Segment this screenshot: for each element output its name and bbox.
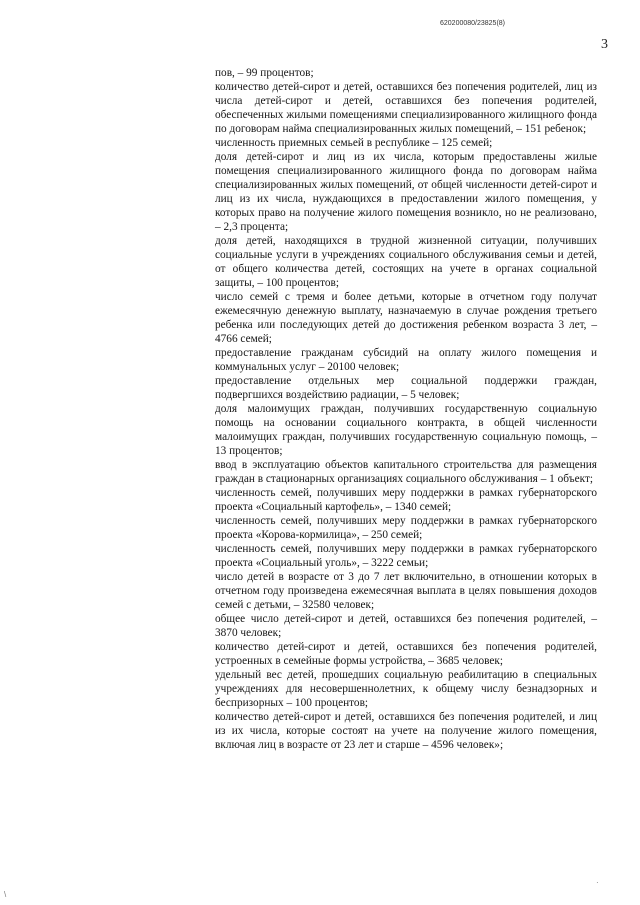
paragraph: пов, – 99 процентов; [215, 67, 314, 79]
paragraph: ввод в эксплуатацию объектов капитального строительства для размещения граждан в стационарных организациях социального обслуживания – 1 объект; [215, 459, 597, 485]
paragraph: предоставление гражданам субсидий на оплату жилого помещения и коммунальных услуг – 20100 человек; [215, 347, 597, 373]
scan-dot: · [596, 878, 599, 887]
body-text [215, 66, 597, 752]
paragraph: доля малоимущих граждан, получивших государственную социальную помощь на основании социального контракта, в общей численности малоимущих граждан, получивших государственную социальную помощь, – 13 процентов; [215, 403, 597, 457]
paragraph: число детей в возрасте от 3 до 7 лет включительно, в отношении которых в отчетном году произведена ежемесячная выплата в целях повышения доходов семей с детьми, – 32580 человек; [215, 571, 597, 611]
page-number: 3 [601, 37, 608, 52]
document-code: 620200080/23825(8) [440, 20, 506, 27]
paragraph: число семей с тремя и более детьми, которые в отчетном году получат ежемесячную денежную выплату, назначаемую в случае рождения третьего ребенка или последующих детей до достижения ребенком возраста 3 лет, – 4766 семей; [215, 291, 597, 345]
scan-mark: \ [4, 890, 7, 899]
paragraph: доля детей-сирот и лиц из их числа, которым предоставлены жилые помещения специализированного жилищного фонда по договорам найма специализированных жилых помещений, от общей численности детей-сирот и лиц из их числа, нуждающихся в предоставлении жилого помещения, у которых право на получение жилого помещения возникло, но не реализовано, – 2,3 процента; [215, 151, 597, 233]
paragraph: численность семей, получивших меру поддержки в рамках губернаторского проекта «Корова-кормилица», – 250 семей; [215, 515, 597, 541]
paragraph: численность семей, получивших меру поддержки в рамках губернаторского проекта «Социальный картофель», – 1340 семей; [215, 487, 597, 513]
paragraph: доля детей, находящихся в трудной жизненной ситуации, получивших социальные услуги в учреждениях социального обслуживания семьи и детей, от общего количества детей, состоящих на учете в органах социальной защиты, – 100 процентов; [215, 235, 597, 289]
paragraph: общее число детей-сирот и детей, оставшихся без попечения родителей, – 3870 человек; [215, 613, 597, 639]
paragraph: численность семей, получивших меру поддержки в рамках губернаторского проекта «Социальный уголь», – 3222 семьи; [215, 543, 597, 569]
paragraph: количество детей-сирот и детей, оставшихся без попечения родителей, лиц из числа детей-сирот и детей, оставшихся без попечения родителей, обеспеченных жилыми помещениями специализированного жилищного фонда по договорам найма специализированных жилых помещений, – 151 ребенок; [215, 81, 597, 135]
paragraph: численность приемных семьей в республике – 125 семей; [215, 137, 493, 149]
paragraph: количество детей-сирот и детей, оставшихся без попечения родителей, и лиц из их числа, которые состоят на учете на получение жилого помещения, включая лиц в возрасте от 23 лет и старше – 4596 человек»; [215, 711, 597, 751]
paragraph: удельный вес детей, прошедших социальную реабилитацию в специальных учреждениях для несовершеннолетних, к общему числу безнадзорных и беспризорных – 100 процентов; [215, 669, 597, 709]
paragraph: предоставление отдельных мер социальной поддержки граждан, подвергшихся воздействию радиации, – 5 человек; [215, 375, 597, 401]
paragraph: количество детей-сирот и детей, оставшихся без попечения родителей, устроенных в семейные формы устройства, – 3685 человек; [215, 641, 597, 667]
